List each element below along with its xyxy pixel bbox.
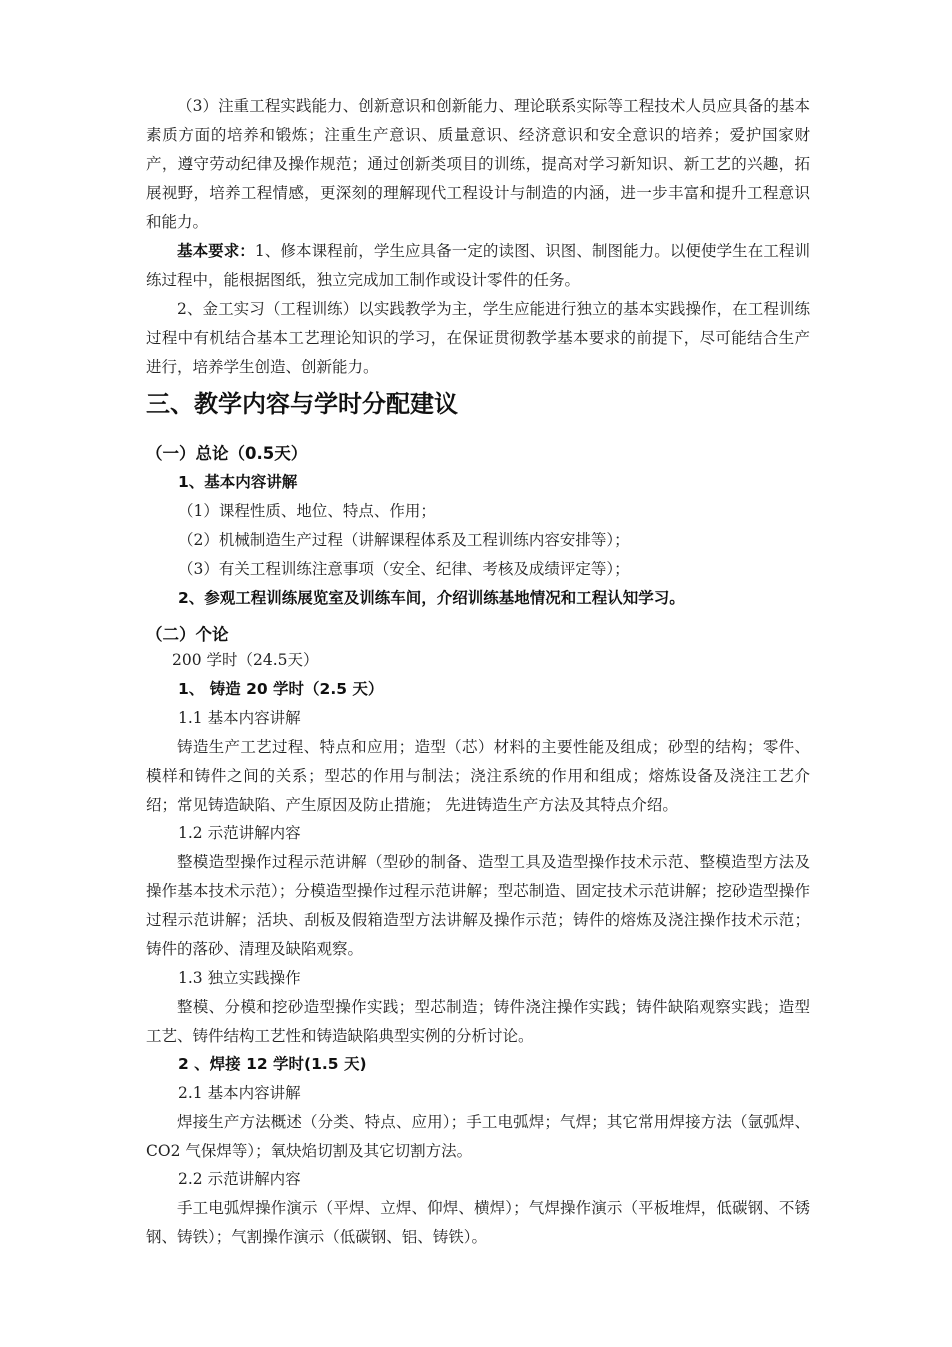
list-item-course-nature: （1）课程性质、地位、特点、作用； — [178, 502, 436, 520]
heading-welding: 2 、焊接 12 学时(1.5 天) — [178, 1055, 367, 1073]
total-hours: 200 学时（24.5天） — [172, 651, 319, 669]
subheading-basic-content: 1、基本内容讲解 — [178, 473, 298, 491]
paragraph-casting-demo: 整模造型操作过程示范讲解（型砂的制备、造型工具及造型操作技术示范、整模造型方法及操作基本技术示范）；分模造型操作过程示范讲解；型芯制造、固定技术示范讲解；挖砂造型操作过程示范讲解；活块、刮板及假箱造型方法讲解及操作示范；铸件的熔炼及浇注操作技术示范；铸件的落砂、清理及缺陷观察。 — [146, 853, 810, 958]
paragraph-practice-teaching: 2、金工实习（工程训练）以实践教学为主，学生应能进行独立的基本实践操作，在工程训练过程中有机结合基本工艺理论知识的学习，在保证贯彻教学基本要求的前提下，尽可能结合生产进行，培养学生创造、创新能力。 — [146, 300, 810, 376]
list-item-production-process: （2）机械制造生产过程（讲解课程体系及工程训练内容安排等）； — [178, 531, 630, 549]
subheading-casting-basic: 1.1 基本内容讲解 — [178, 709, 301, 727]
heading-general-theory: （一）总论（0.5天） — [146, 444, 308, 463]
paragraph-practice-ability: （3）注重工程实践能力、创新意识和创新能力、理论联系实际等工程技术人员应具备的基本素质方面的培养和锻炼；注重生产意识、质量意识、经济意识和安全意识的培养；爱护国家财产，遵守劳动纪律及操作规范；通过创新类项目的训练，提高对学习新知识、新工艺的兴趣，拓展视野，培养工程情感，更深刻的理解现代工程设计与制造的内涵，进一步丰富和提升工程意识和能力。 — [146, 97, 810, 231]
list-item-precautions: （3）有关工程训练注意事项（安全、纪律、考核及成绩评定等）； — [178, 560, 630, 578]
subheading-casting-practice: 1.3 独立实践操作 — [178, 969, 301, 987]
subheading-casting-demo: 1.2 示范讲解内容 — [178, 824, 301, 842]
subheading-welding-demo: 2.2 示范讲解内容 — [178, 1170, 301, 1188]
basic-requirements-text: 1、修本课程前，学生应具备一定的读图、识图、制图能力。以便使学生在工程训练过程中，能根据图纸，独立完成加工制作或设计零件的任务。 — [146, 242, 810, 289]
heading-casting: 1、 铸造 20 学时（2.5 天） — [178, 680, 384, 698]
subheading-visit-showroom: 2、参观工程训练展览室及训练车间，介绍训练基地情况和工程认知学习。 — [178, 589, 685, 607]
subheading-welding-basic: 2.1 基本内容讲解 — [178, 1084, 301, 1102]
paragraph-casting-practice: 整模、分模和挖砂造型操作实践；型芯制造；铸件浇注操作实践；铸件缺陷观察实践；造型工艺、铸件结构工艺性和铸造缺陷典型实例的分析讨论。 — [146, 998, 810, 1045]
paragraph-basic-requirements — [146, 237, 810, 295]
section-title-teaching-content: 三、教学内容与学时分配建议 — [146, 390, 458, 418]
paragraph-welding-demo: 手工电弧焊操作演示（平焊、立焊、仰焊、横焊）；气焊操作演示（平板堆焊，低碳钢、不锈钢、铸铁）；气割操作演示（低碳钢、铝、铸铁）。 — [146, 1199, 810, 1246]
heading-specific-topics: （二）个论 — [146, 625, 229, 644]
basic-requirements-label: 基本要求： — [177, 242, 255, 260]
paragraph-casting-basic: 铸造生产工艺过程、特点和应用；造型（芯）材料的主要性能及组成；砂型的结构；零件、模样和铸件之间的关系；型芯的作用与制法；浇注系统的作用和组成；熔炼设备及浇注工艺介绍；常见铸造缺陷、产生原因及防止措施； 先进铸造生产方法及其特点介绍。 — [146, 738, 810, 814]
paragraph-welding-basic: 焊接生产方法概述（分类、特点、应用）；手工电弧焊；气焊；其它常用焊接方法（氩弧焊、CO2 气保焊等）；氧炔焰切割及其它切割方法。 — [146, 1113, 810, 1160]
